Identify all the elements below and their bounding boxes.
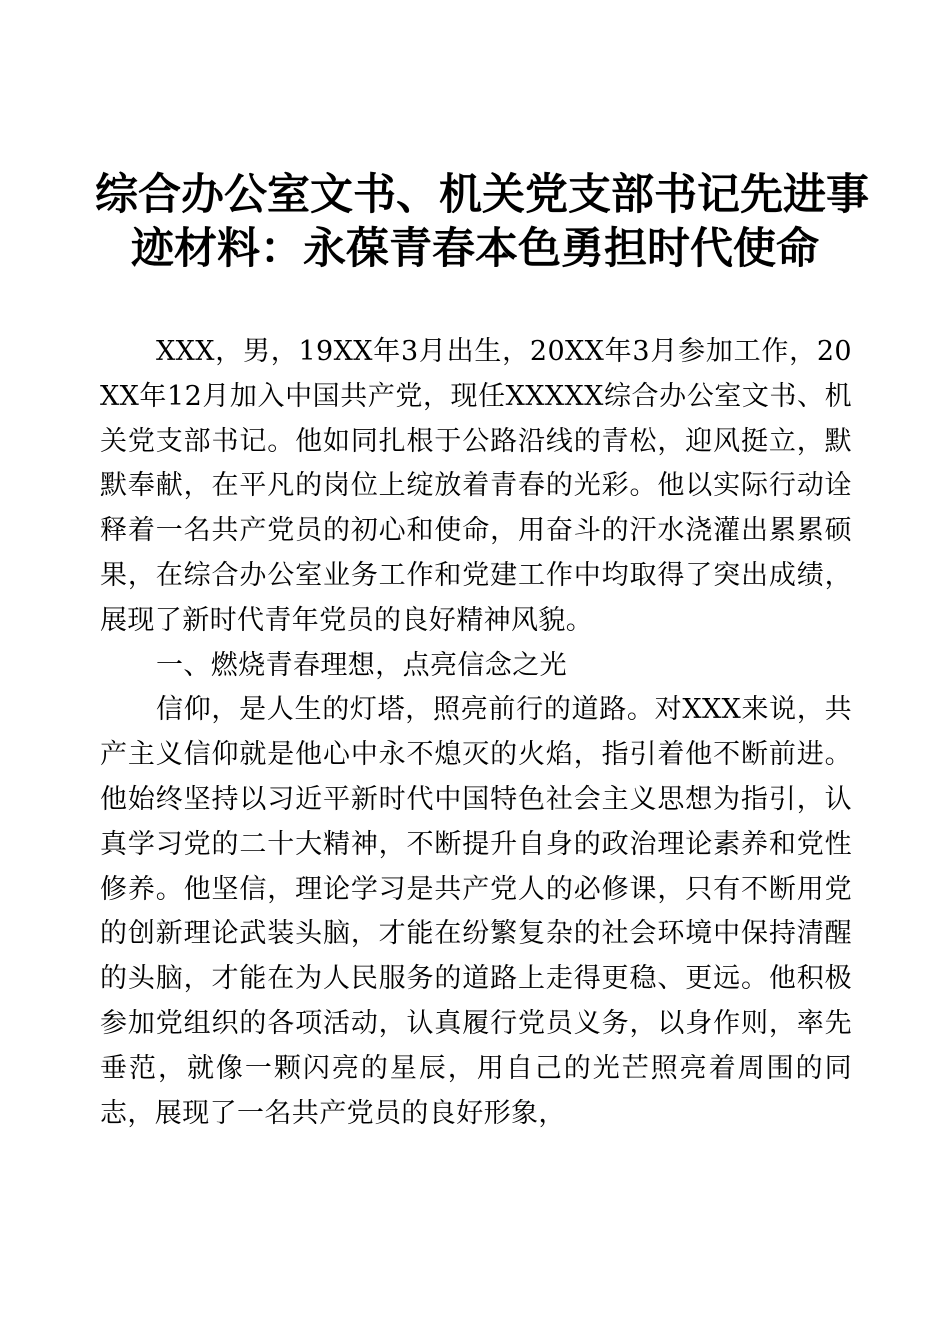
title-line-2: 迹材料：永葆青春本色勇担时代使命: [131, 224, 819, 274]
document-title: [95, 168, 869, 276]
title-line-1: 综合办公室文书、机关党支部书记先进事: [95, 170, 869, 220]
document-body: [100, 330, 852, 1136]
intro-paragraph: XXX，男，19XX年3月出生，20XX年3月参加工作，20XX年12月加入中国共产党，现任XXXXX综合办公室文书、机关党支部书记。他如同扎根于公路沿线的青松，迎风挺立，默默奉献，在平凡的岗位上绽放着青春的光彩。他以实际行动诠释着一名共产党员的初心和使命，用奋斗的汗水浇灌出累累硕果，在综合办公室业务工作和党建工作中均取得了突出成绩，展现了新时代青年党员的良好精神风貌。: [100, 336, 852, 636]
section-1-paragraph: 信仰，是人生的灯塔，照亮前行的道路。对XXX来说，共产主义信仰就是他心中永不熄灭的火焰，指引着他不断前进。他始终坚持以习近平新时代中国特色社会主义思想为指引，认真学习党的二十大精神，不断提升自身的政治理论素养和党性修养。他坚信，理论学习是共产党人的必修课，只有不断用党的创新理论武装头脑，才能在纷繁复杂的社会环境中保持清醒的头脑，才能在为人民服务的道路上走得更稳、更远。他积极参加党组织的各项活动，认真履行党员义务，以身作则，率先垂范，就像一颗闪亮的星辰，用自己的光芒照亮着周围的同志，展现了一名共产党员的良好形象，: [100, 694, 852, 1129]
section-heading-1: 一、燃烧青春理想，点亮信念之光: [156, 649, 567, 681]
